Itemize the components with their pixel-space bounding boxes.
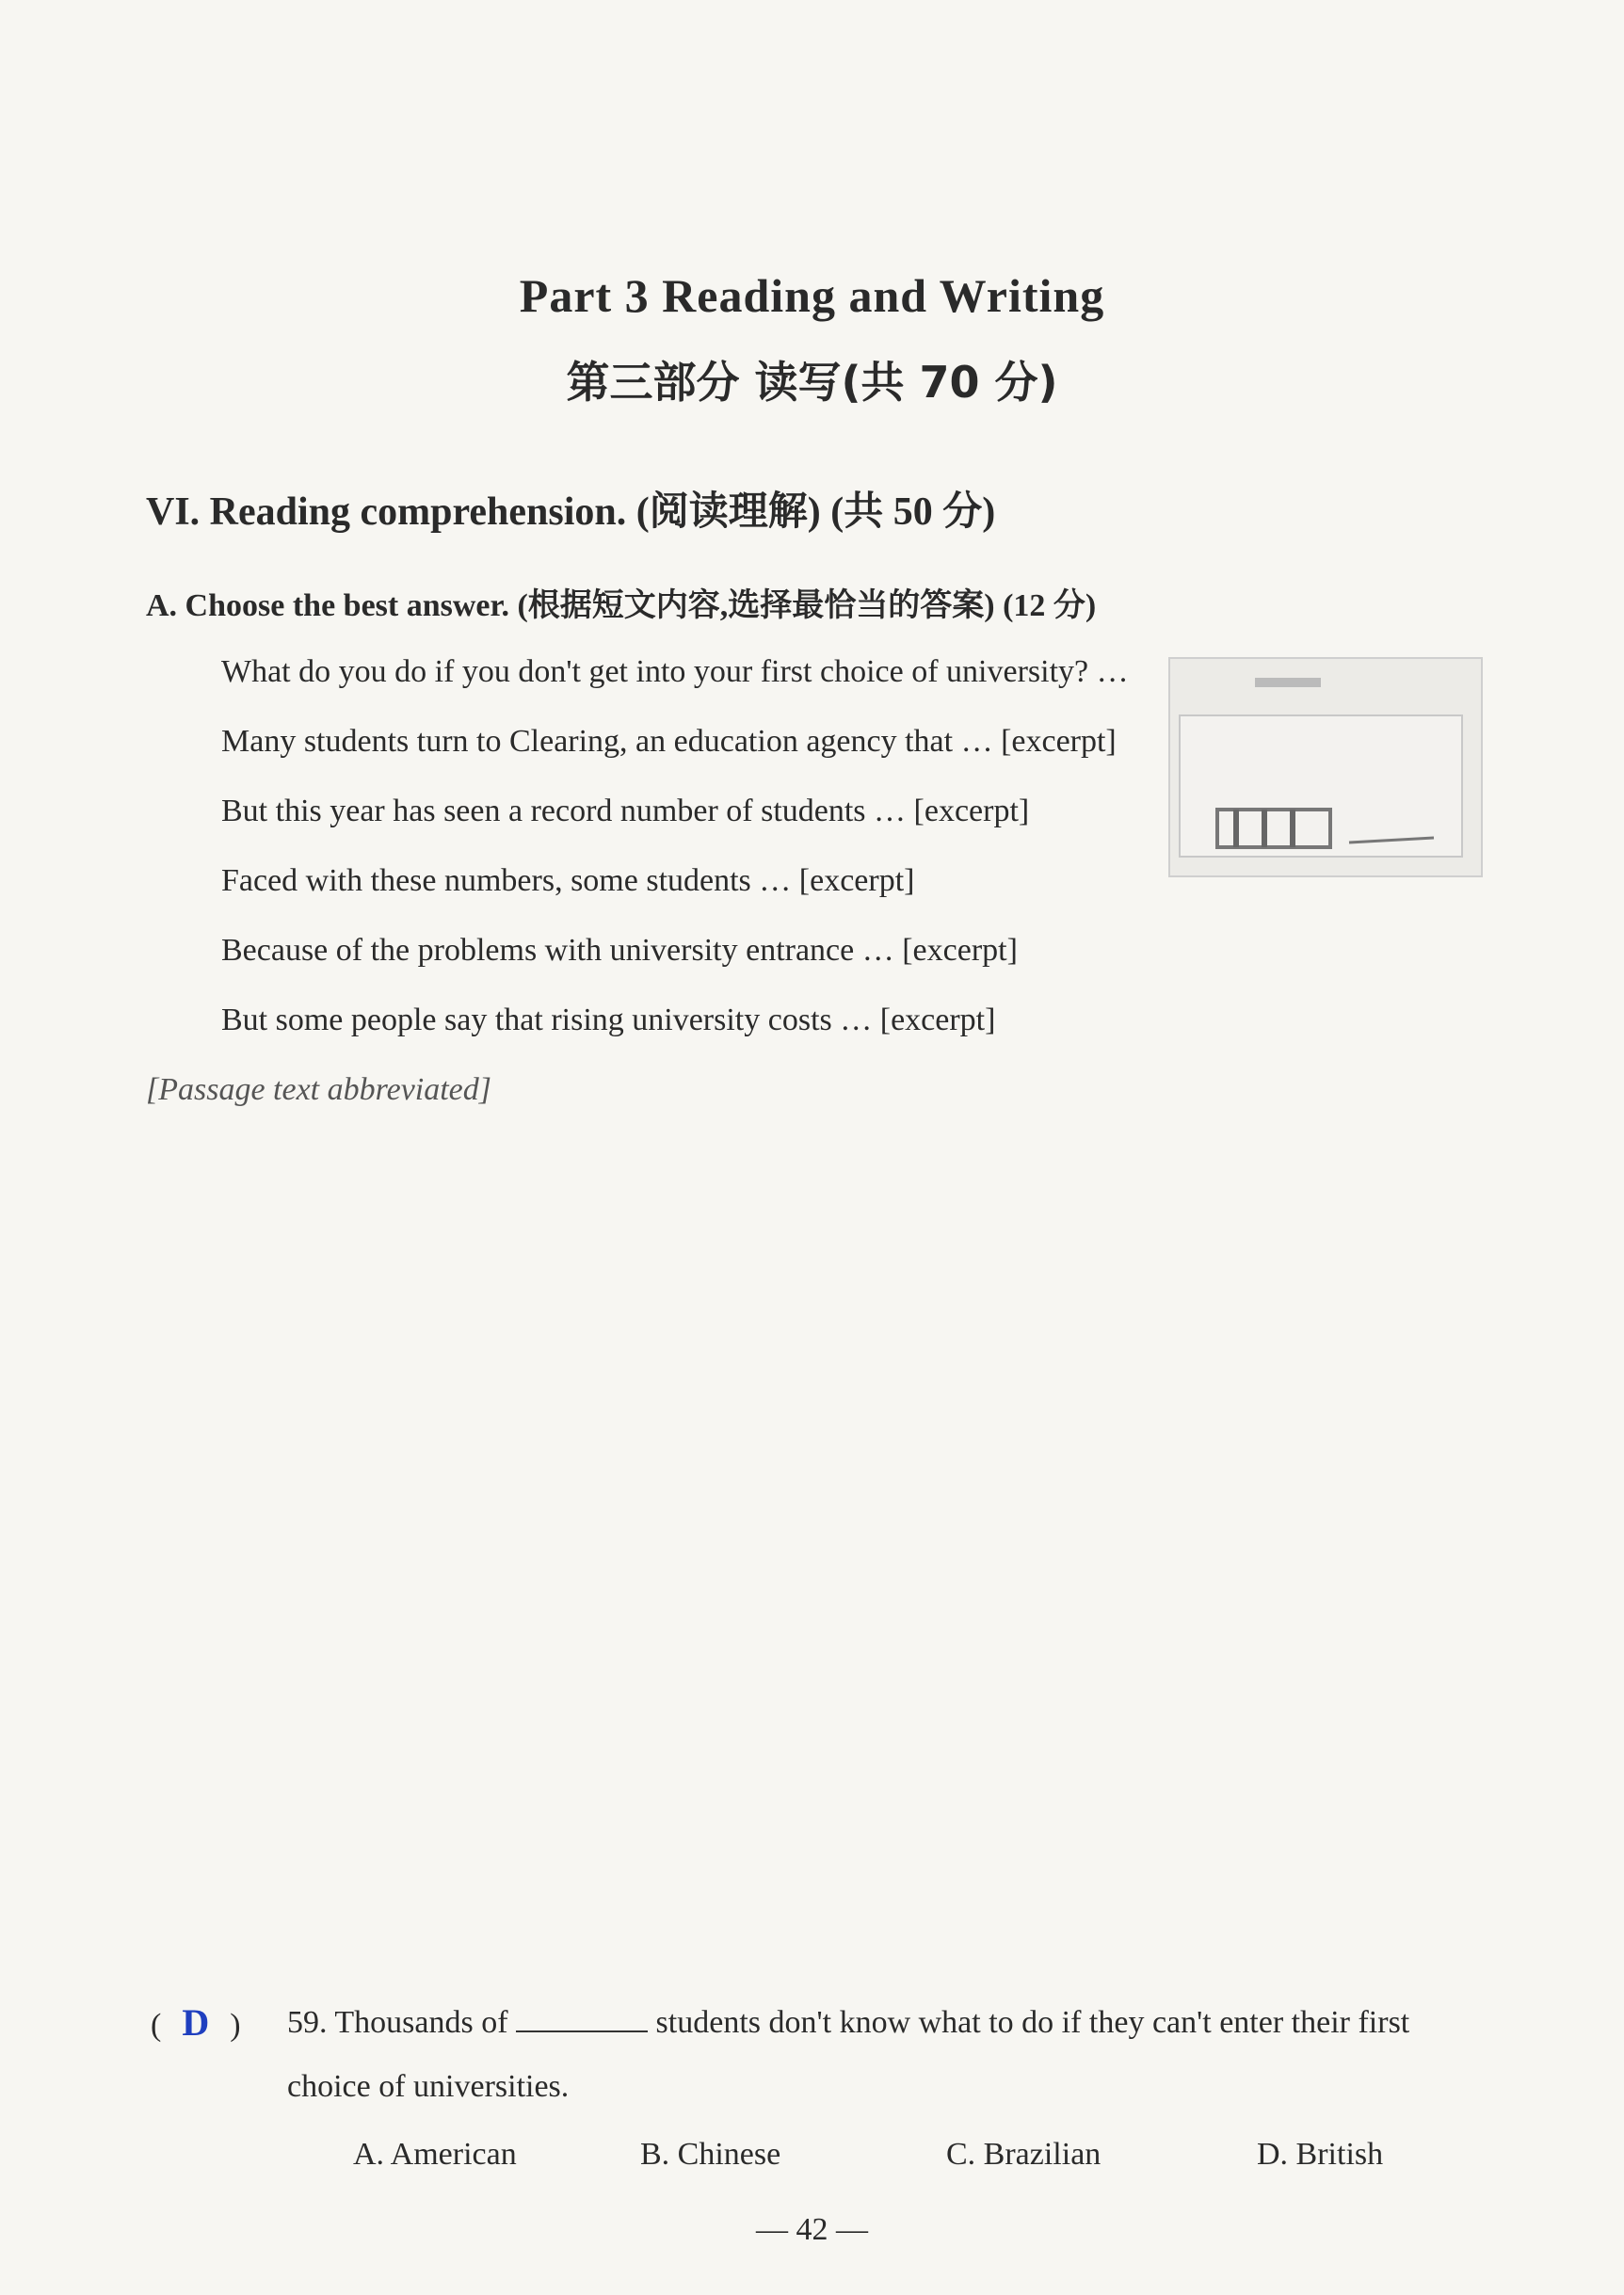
reading-passage bbox=[146, 640, 1483, 1128]
passage-paragraph-5: Because of the problems with university entrance … [excerpt] bbox=[221, 933, 1018, 968]
university-building-image bbox=[1168, 657, 1483, 877]
option-a: A. American bbox=[353, 2137, 517, 2172]
part-title: Part 3 Reading and Writing bbox=[519, 269, 1105, 322]
sub-section-title: A. Choose the best answer. (根据短文内容,选择最恰当的答案) (12 分) bbox=[146, 588, 1097, 623]
option-b: B. Chinese bbox=[640, 2137, 781, 2172]
question-59 bbox=[151, 1991, 1497, 2187]
question-text-before-blank: Thousands of bbox=[334, 2005, 508, 2040]
question-text bbox=[287, 1991, 1497, 2119]
passage-paragraph-3: But this year has seen a record number of students … [excerpt] bbox=[221, 794, 1030, 828]
answer-options bbox=[353, 2123, 1497, 2187]
answer-blank bbox=[516, 2002, 648, 2032]
page-number: — 42 — bbox=[756, 2212, 868, 2247]
option-d: D. British bbox=[1257, 2137, 1384, 2172]
question-number: 59. bbox=[287, 2005, 328, 2040]
passage-note: [Passage text abbreviated] bbox=[146, 1072, 491, 1107]
passage-paragraph-1: What do you do if you don't get into your first choice of university? … bbox=[221, 654, 1129, 689]
part-subtitle: 第三部分 读写(共 70 分) bbox=[566, 357, 1058, 408]
passage-paragraph-6: But some people say that rising university costs … [excerpt] bbox=[221, 1003, 996, 1037]
question-text-after-blank: students don't know what to do if they can't enter their first choice of universities. bbox=[287, 2005, 1410, 2104]
answer-bracket: ( D ) bbox=[151, 2001, 241, 2044]
option-c: C. Brazilian bbox=[946, 2137, 1101, 2172]
passage-paragraph-4: Faced with these numbers, some students … [excerpt] bbox=[221, 863, 915, 898]
building-sketch-icon bbox=[1170, 659, 1481, 875]
section-title: VI. Reading comprehension. (阅读理解) (共 50 分) bbox=[146, 490, 996, 534]
passage-paragraph-2: Many students turn to Clearing, an education agency that … [excerpt] bbox=[221, 724, 1117, 759]
answer-mark: D bbox=[182, 2001, 210, 2044]
